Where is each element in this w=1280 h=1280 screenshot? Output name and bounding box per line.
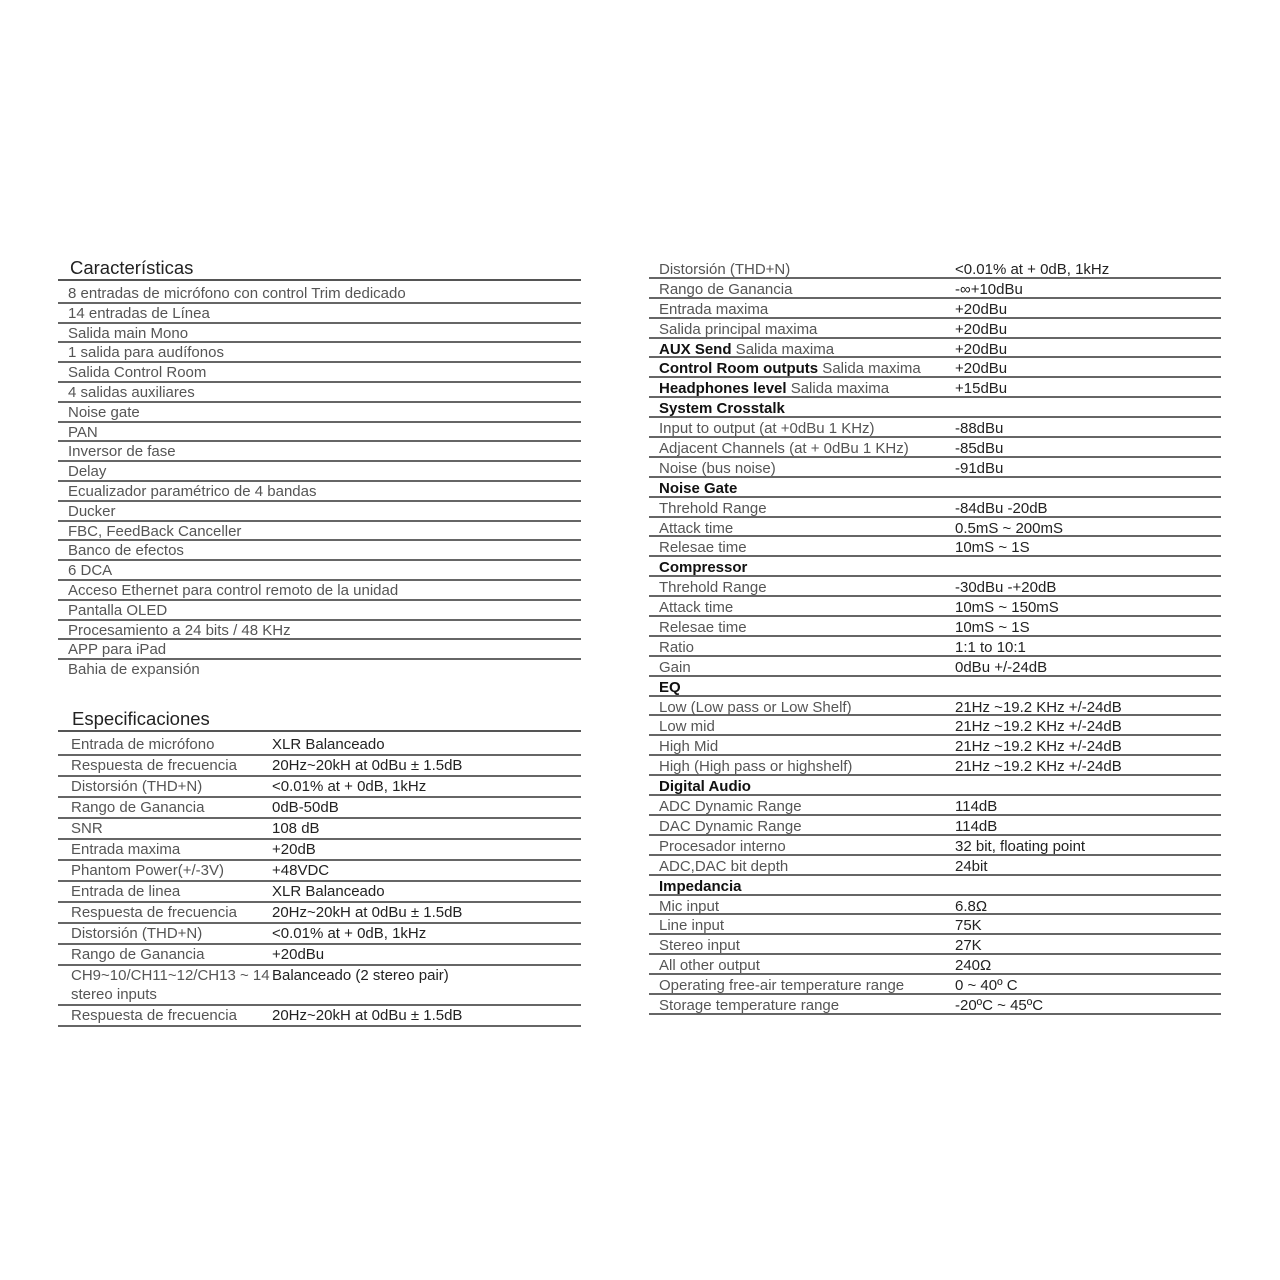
spec-value: 21Hz ~19.2 KHz +/-24dB [955, 738, 1122, 756]
spec-label: Low mid [659, 718, 715, 736]
spec-value [955, 677, 1221, 695]
spec-value: 0.5mS ~ 200mS [955, 519, 1063, 537]
spec-label-bold: AUX Send [659, 340, 732, 358]
spec-row [649, 458, 1221, 478]
feature-item: Salida main Mono [58, 324, 581, 344]
spec-value: 27K [955, 937, 982, 955]
feature-item: 8 entradas de micrófono con control Trim dedicado [58, 284, 581, 304]
spec-row [649, 577, 1221, 597]
spec-row [649, 339, 1221, 359]
spec-label [649, 378, 955, 396]
feature-item: Ducker [58, 502, 581, 522]
spec-row [649, 637, 1221, 657]
spec-value: 10mS ~ 1S [955, 539, 1030, 557]
feature-item: Banco de efectos [58, 541, 581, 561]
spec-value: +20dB [272, 840, 316, 858]
spec-label: DAC Dynamic Range [659, 817, 802, 835]
spec-row [649, 697, 1221, 717]
spec-row [649, 617, 1221, 637]
right-column [649, 259, 1221, 1015]
spec-label-suffix: Salida maxima [786, 380, 890, 398]
spec-value [955, 876, 1221, 894]
spec-row [649, 796, 1221, 816]
spec-value: 20Hz~20kH at 0dBu ± 1.5dB [272, 903, 463, 921]
spec-value: 0 ~ 40º C [955, 977, 1018, 995]
spec-value: 24bit [955, 857, 988, 875]
spec-value: 1:1 to 10:1 [955, 638, 1026, 656]
spec-row [58, 840, 581, 861]
spec-row [58, 861, 581, 882]
spec-label: Mic input [659, 897, 720, 915]
spec-value: 0dB-50dB [272, 798, 339, 816]
spec-row [649, 736, 1221, 756]
spec-label: Rango de Ganancia [71, 798, 205, 816]
section-header: Noise Gate [659, 479, 738, 497]
spec-row [649, 518, 1221, 538]
spec-value: 10mS ~ 1S [955, 619, 1030, 637]
spec-row [649, 319, 1221, 339]
spec-value: 114dB [955, 798, 998, 816]
spec-label: CH9~10/CH11~12/CH13 ~ 14 stereo inputs [71, 966, 270, 1003]
spec-value: +20dBu [955, 320, 1008, 338]
spec-label-bold: Headphones level [659, 380, 787, 398]
spec-value: -20ºC ~ 45ºC [955, 996, 1044, 1014]
section-header: System Crosstalk [659, 400, 785, 418]
spec-label-bold: Control Room outputs [659, 360, 819, 378]
spec-label: Low (Low pass or Low Shelf) [659, 698, 852, 716]
spec-row [649, 358, 1221, 378]
feature-item: Acceso Ethernet para control remoto de la unidad [58, 581, 581, 601]
spec-row [58, 798, 581, 819]
features-list [58, 284, 581, 680]
spec-label: Respuesta de frecuencia [71, 903, 237, 921]
feature-item: Bahia de expansión [68, 661, 200, 679]
spec-value: +15dBu [955, 380, 1008, 398]
feature-item: Pantalla OLED [58, 601, 581, 621]
spec-value: <0.01% at + 0dB, 1kHz [272, 924, 427, 942]
spec-row [649, 836, 1221, 856]
spec-row [649, 955, 1221, 975]
spec-label: Noise (bus noise) [659, 459, 776, 477]
spec-value: Balanceado (2 stereo pair) [272, 966, 449, 984]
spec-label: Threhold Range [659, 579, 767, 597]
spec-label: ADC Dynamic Range [659, 798, 802, 816]
spec-label: Relesae time [659, 619, 747, 637]
spec-label: High (High pass or highshelf) [659, 758, 853, 776]
feature-item: APP para iPad [58, 640, 581, 660]
spec-value: 21Hz ~19.2 KHz +/-24dB [955, 758, 1122, 776]
spec-row [649, 438, 1221, 458]
spec-row [58, 819, 581, 840]
spec-row [649, 716, 1221, 736]
feature-item: 6 DCA [58, 561, 581, 581]
spec-label: Storage temperature range [659, 996, 840, 1014]
spec-label [649, 358, 955, 376]
spec-value: -88dBu [955, 420, 1004, 438]
spec-row [58, 882, 581, 903]
spec-label: SNR [71, 819, 103, 837]
spec-row [649, 537, 1221, 557]
spec-row [58, 966, 581, 1006]
section-header-row [649, 677, 1221, 697]
spec-row [649, 896, 1221, 916]
spec-row [649, 418, 1221, 438]
spec-label: Input to output (at +0dBu 1 KHz) [659, 420, 875, 438]
spec-row [649, 498, 1221, 518]
spec-row [649, 378, 1221, 398]
spec-row [649, 279, 1221, 299]
feature-item: 14 entradas de Línea [58, 304, 581, 324]
spec-row [58, 735, 581, 756]
spec-label-suffix: Salida maxima [818, 360, 921, 378]
spec-label-suffix: Salida maxima [731, 340, 835, 358]
spec-label: Salida principal maxima [659, 320, 818, 338]
feature-item: Ecualizador paramétrico de 4 bandas [58, 482, 581, 502]
spec-label: Relesae time [659, 539, 747, 557]
spec-label: Rango de Ganancia [71, 945, 205, 963]
spec-value: -85dBu [955, 440, 1004, 458]
spec-label: Procesador interno [659, 837, 786, 855]
spec-row [58, 1006, 581, 1027]
feature-item: Noise gate [58, 403, 581, 423]
spec-label: Stereo input [659, 937, 740, 955]
left-column [58, 257, 581, 1027]
spec-row [649, 657, 1221, 677]
spec-value: +20dBu [272, 945, 325, 963]
spec-row [58, 903, 581, 924]
spec-label: Attack time [659, 519, 734, 537]
spec-label: Respuesta de frecuencia [71, 1006, 237, 1024]
spec-value: +20dBu [955, 300, 1008, 318]
spec-value: 75K [955, 917, 982, 935]
spec-value: -∞+10dBu [955, 280, 1023, 298]
spec-value: +20dBu [955, 360, 1008, 378]
spec-value: -91dBu [955, 459, 1004, 477]
spec-row [649, 756, 1221, 776]
spec-label: Distorsión (THD+N) [659, 261, 791, 278]
spec-value: 20Hz~20kH at 0dBu ± 1.5dB [272, 756, 463, 774]
spec-label: ADC,DAC bit depth [659, 857, 789, 875]
spec-row [649, 995, 1221, 1015]
section-header-row [649, 876, 1221, 896]
spec-value: 32 bit, floating point [955, 837, 1086, 855]
spec-row [649, 975, 1221, 995]
features-title: Características [58, 257, 581, 281]
spec-label: Adjacent Channels (at + 0dBu 1 KHz) [659, 440, 909, 458]
spec-value: -30dBu -+20dB [955, 579, 1057, 597]
feature-item: Procesamiento a 24 bits / 48 KHz [58, 621, 581, 641]
spec-label: Operating free-air temperature range [659, 977, 905, 995]
feature-item: Inversor de fase [58, 442, 581, 462]
spec-value: 240Ω [955, 957, 992, 975]
spec-label: Respuesta de frecuencia [71, 756, 237, 774]
spec-row [649, 259, 1221, 279]
spec-label: Distorsión (THD+N) [71, 777, 203, 795]
feature-item: 4 salidas auxiliares [58, 383, 581, 403]
spec-value [955, 776, 1221, 794]
spec-label: Entrada maxima [71, 840, 181, 858]
feature-item: Delay [58, 462, 581, 482]
spec-label: Entrada de linea [71, 882, 181, 900]
spec-label [649, 339, 955, 357]
spec-value [955, 398, 1221, 416]
spec-value: 0dBu +/-24dB [955, 658, 1048, 676]
spec-label: Threhold Range [659, 499, 767, 517]
spec-value [955, 557, 1221, 575]
spec-value: 6.8Ω [955, 897, 988, 915]
section-header: Digital Audio [659, 778, 751, 796]
spec-value [955, 478, 1221, 496]
spec-label: Phantom Power(+/-3V) [71, 861, 224, 879]
spec-label: Ratio [659, 638, 695, 656]
spec-row [58, 777, 581, 798]
spec-label: All other output [659, 957, 760, 975]
spec-value: 108 dB [272, 819, 320, 837]
spec-row [58, 756, 581, 777]
right-spec-table [649, 259, 1221, 1015]
spec-value: 21Hz ~19.2 KHz +/-24dB [955, 718, 1122, 736]
spec-row [58, 945, 581, 966]
spec-value: XLR Balanceado [272, 735, 385, 753]
specs-title: Especificaciones [58, 708, 581, 732]
section-header-row [649, 776, 1221, 796]
spec-value: 10mS ~ 150mS [955, 599, 1059, 617]
feature-item: PAN [58, 423, 581, 443]
spec-row [649, 816, 1221, 836]
spec-row [649, 597, 1221, 617]
spec-value: <0.01% at + 0dB, 1kHz [272, 777, 427, 795]
spec-label: Line input [659, 917, 725, 935]
spec-value: -84dBu -20dB [955, 499, 1048, 517]
section-header: Compressor [659, 559, 748, 577]
spec-value: XLR Balanceado [272, 882, 385, 900]
spec-value: 114dB [955, 817, 998, 835]
section-header-row [649, 557, 1221, 577]
spec-label: High Mid [659, 738, 719, 756]
spec-label: Rango de Ganancia [659, 280, 793, 298]
spec-label: Gain [659, 658, 691, 676]
spec-row [649, 915, 1221, 935]
specs-table [58, 735, 581, 1027]
spec-label: Entrada de micrófono [71, 735, 215, 753]
spec-label: Distorsión (THD+N) [71, 924, 203, 942]
section-header-row [649, 478, 1221, 498]
spec-value: 21Hz ~19.2 KHz +/-24dB [955, 698, 1122, 716]
spec-value: <0.01% at + 0dB, 1kHz [955, 261, 1110, 278]
feature-item: FBC, FeedBack Canceller [58, 522, 581, 542]
spec-value: +48VDC [272, 861, 330, 879]
section-header: Impedancia [659, 877, 742, 895]
spec-label: Entrada maxima [659, 300, 769, 318]
spec-row [58, 924, 581, 945]
spec-row [649, 856, 1221, 876]
specs-section [58, 708, 581, 1027]
spec-label: Attack time [659, 599, 734, 617]
spec-row [649, 935, 1221, 955]
spec-value: +20dBu [955, 340, 1008, 358]
section-header-row [649, 398, 1221, 418]
feature-item: Salida Control Room [58, 363, 581, 383]
section-header: EQ [659, 678, 681, 696]
spec-row [649, 299, 1221, 319]
feature-item: 1 salida para audífonos [58, 343, 581, 363]
spec-value: 20Hz~20kH at 0dBu ± 1.5dB [272, 1006, 463, 1024]
